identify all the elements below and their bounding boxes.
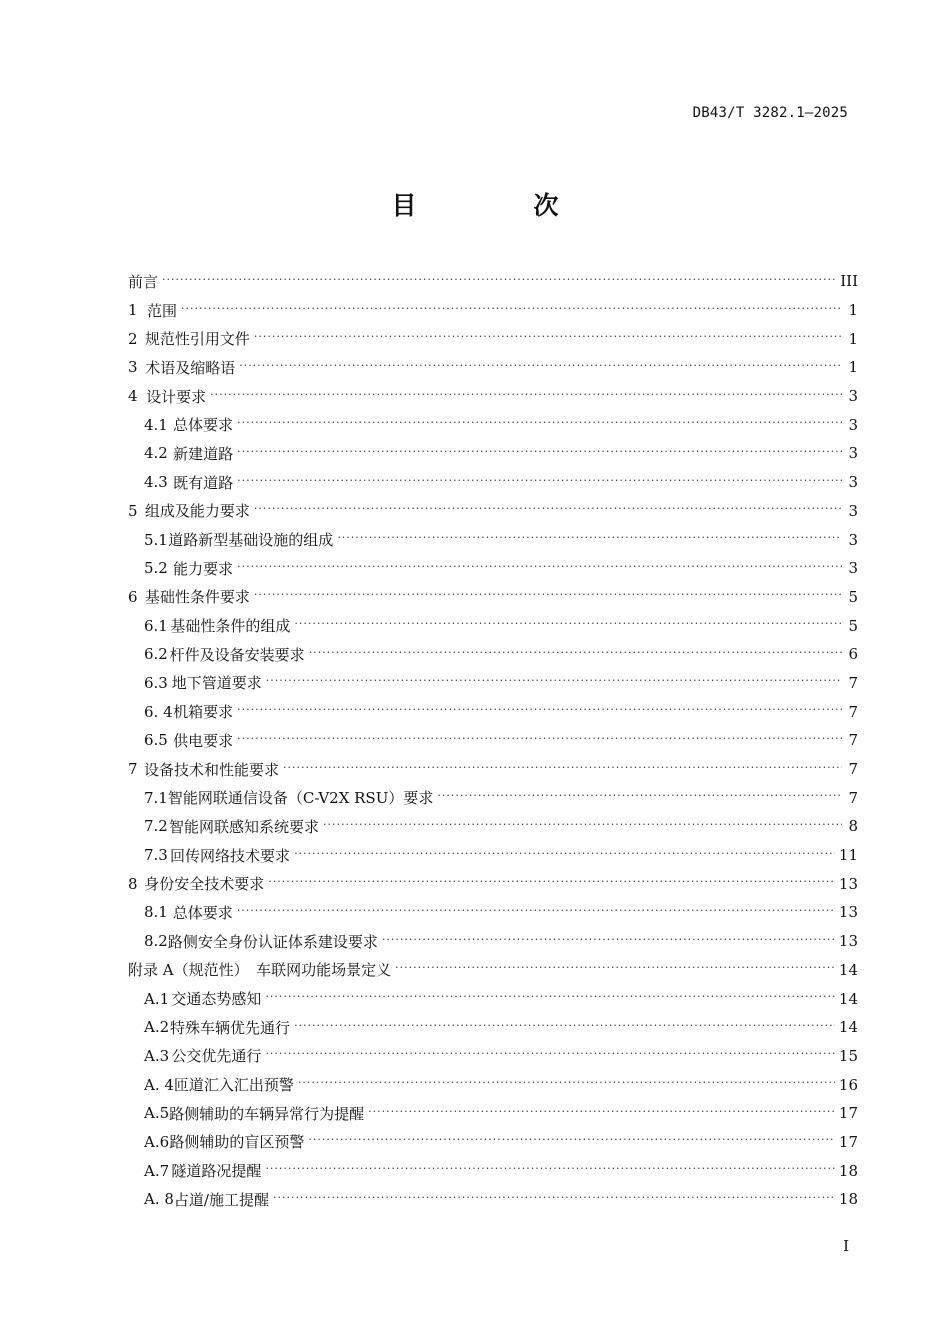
toc-leader-dots xyxy=(266,674,842,687)
toc-leader-dots xyxy=(268,875,835,888)
toc-entry-number: A. 8 xyxy=(144,1190,174,1209)
toc-entry-title: 范围 xyxy=(146,301,177,320)
toc-entry[interactable] xyxy=(128,468,858,497)
toc-entry-page: 18 xyxy=(838,1190,858,1209)
toc-entry-title: 能力要求 xyxy=(173,559,234,578)
toc-entry-number: A. 4 xyxy=(144,1075,174,1094)
toc-entry-title: 身份安全技术要求 xyxy=(144,875,265,894)
document-code: DB43/T 3282.1—2025 xyxy=(692,105,848,121)
toc-entry[interactable] xyxy=(128,869,858,898)
toc-entry[interactable] xyxy=(128,525,858,554)
toc-leader-dots xyxy=(382,933,835,946)
toc-entry-page: 7 xyxy=(848,731,858,750)
toc-entry-number: 7 xyxy=(128,760,138,779)
toc-leader-dots xyxy=(237,904,835,917)
toc-leader-dots xyxy=(294,1019,835,1032)
toc-leader-dots xyxy=(308,1133,835,1146)
toc-leader-dots xyxy=(237,416,842,429)
toc-leader-dots xyxy=(298,1076,835,1089)
toc-entry-page: 5 xyxy=(848,587,858,606)
toc-entry-title: 回传网络技术要求 xyxy=(170,846,291,865)
toc-entry-number: 6.5 xyxy=(144,731,168,750)
toc-entry-number: 2 xyxy=(128,329,138,348)
toc-leader-dots xyxy=(181,302,842,315)
toc-entry-title: 组成及能力要求 xyxy=(144,502,250,521)
toc-entry-page: 5 xyxy=(848,616,858,635)
toc-entry[interactable] xyxy=(128,296,858,325)
toc-entry-title: 基础性条件要求 xyxy=(144,588,250,607)
toc-leader-dots xyxy=(239,359,842,372)
toc-entry-page: 3 xyxy=(848,415,858,434)
toc-entry-number: 7.1 xyxy=(144,788,168,807)
toc-leader-dots xyxy=(437,789,842,802)
toc-entry-number: A.6 xyxy=(144,1132,170,1151)
toc-entry-number: 4 xyxy=(128,387,138,406)
toc-entry[interactable] xyxy=(128,812,858,841)
toc-entry-page: 15 xyxy=(838,1046,858,1065)
toc-entry-title: 既有道路 xyxy=(173,473,234,492)
toc-entry-number: 6 xyxy=(128,587,138,606)
toc-entry-title: 地下管道要求 xyxy=(171,674,262,693)
toc-entry[interactable] xyxy=(128,611,858,640)
toc-entry-number: 5.1 xyxy=(144,530,168,549)
toc-leader-dots xyxy=(237,703,842,716)
toc-entry-title: 设备技术和性能要求 xyxy=(144,760,280,779)
page-number: I xyxy=(843,1237,849,1255)
toc-entry-page: 7 xyxy=(848,788,858,807)
toc-leader-dots xyxy=(309,646,842,659)
toc-entry[interactable] xyxy=(128,669,858,698)
toc-leader-dots xyxy=(254,502,842,515)
toc-leader-dots xyxy=(337,531,842,544)
toc-entry-title: 隧道路况提醒 xyxy=(171,1162,262,1181)
toc-entry[interactable] xyxy=(128,439,858,468)
toc-entry-title: 路侧辅助的盲区预警 xyxy=(169,1133,305,1152)
toc-entry[interactable] xyxy=(128,497,858,526)
toc-entry-title: 设计要求 xyxy=(146,387,207,406)
toc-leader-dots xyxy=(254,330,842,343)
toc-entry-number: 8.1 xyxy=(144,903,168,922)
toc-entry-title: 智能网联通信设备（C-V2X RSU）要求 xyxy=(167,789,434,808)
toc-entry-page: 3 xyxy=(848,473,858,492)
toc-entry-title: 杆件及设备安装要求 xyxy=(169,645,305,664)
toc-entry-title: 路侧辅助的车辆异常行为提醒 xyxy=(169,1104,365,1123)
toc-entry-number: 8 xyxy=(128,874,138,893)
table-of-contents xyxy=(128,267,858,1214)
toc-entry-page: 3 xyxy=(848,559,858,578)
toc-entry-number: 6.2 xyxy=(144,645,168,664)
toc-entry-number: 6. 4 xyxy=(144,702,173,721)
toc-entry-number: A.3 xyxy=(144,1046,170,1065)
toc-entry-title: 总体要求 xyxy=(173,416,234,435)
toc-entry[interactable] xyxy=(128,554,858,583)
toc-entry-number: 1 xyxy=(128,301,138,320)
toc-entry-page: 3 xyxy=(848,387,858,406)
toc-entry-number: 6.3 xyxy=(144,673,168,692)
toc-entry-title: 术语及缩略语 xyxy=(145,358,236,377)
toc-entry-number: A.5 xyxy=(144,1104,170,1123)
toc-leader-dots xyxy=(265,1047,834,1060)
toc-entry-title: 公交优先通行 xyxy=(171,1047,262,1066)
toc-entry-title: 机箱要求 xyxy=(173,703,234,722)
toc-leader-dots xyxy=(254,588,842,601)
toc-entry-page: 13 xyxy=(838,903,858,922)
toc-entry-title: 附录 A（规范性） 车联网功能场景定义 xyxy=(128,961,392,980)
toc-entry-page: 14 xyxy=(838,960,858,979)
toc-leader-dots xyxy=(237,445,842,458)
toc-entry-number: 7.3 xyxy=(144,846,168,865)
toc-entry-title: 供电要求 xyxy=(173,731,234,750)
toc-entry[interactable] xyxy=(128,382,858,411)
toc-entry-page: 18 xyxy=(838,1161,858,1180)
toc-entry-page: 14 xyxy=(838,1018,858,1037)
toc-entry-title: 规范性引用文件 xyxy=(144,330,250,349)
toc-entry-title: 新建道路 xyxy=(173,444,234,463)
toc-entry[interactable] xyxy=(128,697,858,726)
toc-entry-number: 3 xyxy=(128,358,138,377)
toc-entry-title: 特殊车辆优先通行 xyxy=(170,1018,291,1037)
toc-entry-title: 前言 xyxy=(128,272,159,291)
toc-leader-dots xyxy=(323,818,842,831)
toc-entry[interactable] xyxy=(128,898,858,927)
toc-entry-page: 7 xyxy=(848,760,858,779)
toc-entry[interactable] xyxy=(128,1185,858,1214)
toc-entry-number: A.2 xyxy=(144,1018,170,1037)
toc-leader-dots xyxy=(237,560,842,573)
toc-entry-page: 8 xyxy=(848,817,858,836)
toc-entry-page: 7 xyxy=(848,673,858,692)
toc-entry[interactable] xyxy=(128,1156,858,1185)
toc-entry[interactable] xyxy=(128,583,858,612)
toc-entry-title: 交通态势感知 xyxy=(171,990,262,1009)
toc-entry-title: 基础性条件的组成 xyxy=(170,617,291,636)
toc-entry[interactable] xyxy=(128,640,858,669)
toc-entry-number: 7.2 xyxy=(144,817,168,836)
toc-entry-number: 8.2 xyxy=(144,932,168,951)
toc-entry[interactable] xyxy=(128,324,858,353)
toc-entry-title: 路侧安全身份认证体系建设要求 xyxy=(167,932,378,951)
toc-leader-dots xyxy=(237,732,842,745)
toc-leader-dots xyxy=(395,961,835,974)
toc-entry-page: 3 xyxy=(848,444,858,463)
toc-entry-page: 16 xyxy=(838,1075,858,1094)
toc-leader-dots xyxy=(162,273,836,286)
toc-entry-page: 14 xyxy=(838,989,858,1008)
toc-entry[interactable] xyxy=(128,1128,858,1157)
toc-entry-title: 道路新型基础设施的组成 xyxy=(168,531,334,550)
toc-leader-dots xyxy=(283,761,842,774)
toc-entry-page: 13 xyxy=(838,932,858,951)
toc-entry-page: 6 xyxy=(848,645,858,664)
toc-leader-dots xyxy=(265,1162,834,1175)
toc-entry[interactable] xyxy=(128,927,858,956)
toc-entry-title: 智能网联感知系统要求 xyxy=(168,817,319,836)
toc-entry-number: 4.3 xyxy=(144,473,168,492)
toc-leader-dots xyxy=(294,617,842,630)
toc-entry[interactable] xyxy=(128,956,858,985)
toc-entry-page: III xyxy=(840,272,858,291)
toc-entry[interactable] xyxy=(128,841,858,870)
toc-entry[interactable] xyxy=(128,1042,858,1071)
toc-entry-page: 3 xyxy=(848,530,858,549)
toc-entry-page: 1 xyxy=(848,358,858,377)
toc-entry-number: 6.1 xyxy=(144,616,168,635)
toc-entry-page: 1 xyxy=(848,301,858,320)
toc-entry[interactable] xyxy=(128,1013,858,1042)
toc-entry-title: 匝道汇入汇出预警 xyxy=(173,1076,294,1095)
toc-entry-title: 占道/施工提醒 xyxy=(173,1190,269,1209)
toc-entry-number: 5.2 xyxy=(144,559,168,578)
toc-entry[interactable] xyxy=(128,755,858,784)
toc-entry[interactable] xyxy=(128,267,858,296)
toc-leader-dots xyxy=(294,847,835,860)
toc-leader-dots xyxy=(237,474,842,487)
toc-entry-page: 3 xyxy=(848,501,858,520)
toc-leader-dots xyxy=(265,990,834,1003)
toc-leader-dots xyxy=(368,1105,835,1118)
page-title: 目 次 xyxy=(391,191,605,220)
toc-entry[interactable] xyxy=(128,410,858,439)
toc-entry-title: 总体要求 xyxy=(172,903,233,922)
toc-entry[interactable] xyxy=(128,1070,858,1099)
toc-entry-page: 17 xyxy=(838,1132,858,1151)
toc-entry[interactable] xyxy=(128,984,858,1013)
toc-entry[interactable] xyxy=(128,353,858,382)
toc-entry-page: 1 xyxy=(848,329,858,348)
toc-entry-number: 4.1 xyxy=(144,415,168,434)
toc-entry[interactable] xyxy=(128,1099,858,1128)
toc-entry-number: 4.2 xyxy=(144,444,168,463)
toc-entry-number: 5 xyxy=(128,501,138,520)
toc-entry-number: A.1 xyxy=(144,989,170,1008)
toc-entry-page: 7 xyxy=(848,702,858,721)
toc-entry-page: 11 xyxy=(838,846,858,865)
toc-leader-dots xyxy=(273,1191,835,1204)
toc-entry[interactable] xyxy=(128,726,858,755)
toc-entry[interactable] xyxy=(128,783,858,812)
toc-leader-dots xyxy=(210,388,842,401)
toc-entry-number: A.7 xyxy=(144,1161,170,1180)
toc-entry-page: 17 xyxy=(838,1104,858,1123)
toc-entry-page: 13 xyxy=(838,874,858,893)
